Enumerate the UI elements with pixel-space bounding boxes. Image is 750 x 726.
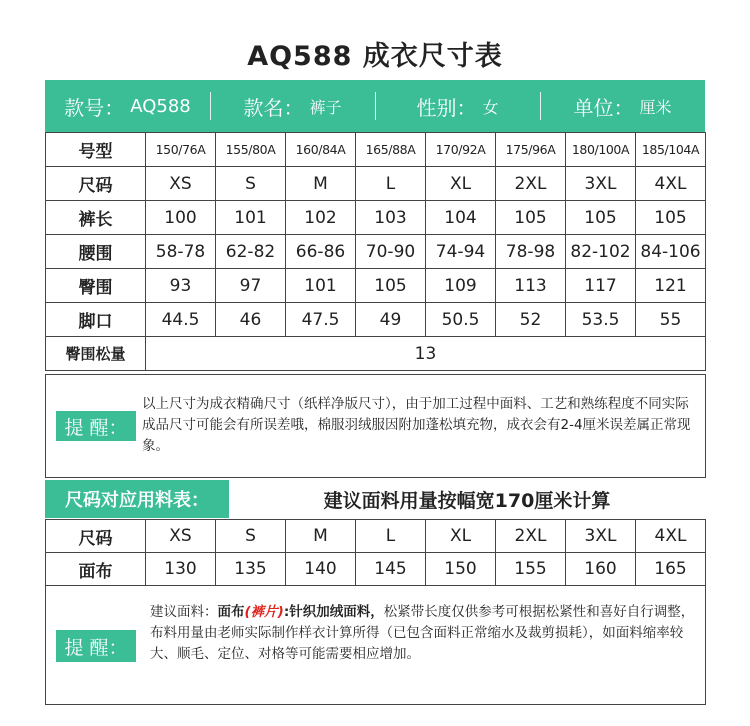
table-cell: 53.5: [566, 303, 636, 337]
table-cell: L: [356, 520, 426, 553]
fabric-reminder-text: [150, 602, 696, 665]
table-cell: 155: [496, 553, 566, 586]
fabric-section-bar: [45, 480, 705, 518]
table-row: [46, 133, 706, 167]
table-cell: 165/88A: [356, 133, 426, 167]
table-cell: 130: [146, 553, 216, 586]
table-cell: 66-86: [286, 235, 356, 269]
item-name-cell: [210, 80, 375, 132]
table-cell: 105: [636, 201, 706, 235]
row-header: 臀围: [46, 269, 146, 303]
unit-value: 厘米: [639, 97, 672, 117]
table-cell: 160: [566, 553, 636, 586]
table-row: [46, 520, 706, 553]
table-cell: S: [216, 167, 286, 201]
reminder-box: [45, 374, 706, 478]
table-cell: 155/80A: [216, 133, 286, 167]
reminder-text: 以上尺寸为成衣精确尺寸（纸样净版尺寸），由于加工过程中面料、工艺和熟练程度不同实际成品尺寸可能会有所误差哦，棉服羽绒服因附加蓬松填充物，成衣会有2-4厘米误差属正常现象。: [142, 396, 691, 454]
table-cell: 97: [216, 269, 286, 303]
item-name-label: 款名：: [243, 95, 304, 120]
gender-cell: [375, 80, 540, 132]
table-cell: 58-78: [146, 235, 216, 269]
table-cell: XL: [426, 520, 496, 553]
gender-label: 性别：: [416, 95, 477, 120]
table-cell: XS: [146, 520, 216, 553]
table-cell: 180/100A: [566, 133, 636, 167]
reminder-badge: 提 醒：: [56, 411, 136, 441]
table-cell: 104: [426, 201, 496, 235]
row-header: 尺码: [46, 520, 146, 553]
table-cell: 150: [426, 553, 496, 586]
table-cell: 74-94: [426, 235, 496, 269]
item-name-value: 裤子: [309, 97, 342, 117]
table-cell: 150/76A: [146, 133, 216, 167]
table-cell: 105: [356, 269, 426, 303]
page-title: AQ588 成衣尺寸表: [247, 41, 503, 72]
table-cell: M: [286, 520, 356, 553]
fabric-advice-body: 松紧带长度仅供参考可根据松紧性和喜好自行调整，布料用量由老师实际制作样衣计算所得（已包含面料正常缩水及裁剪损耗），如面料缩率较大、顺毛、定位、对格等可能需要相应增加。: [150, 604, 695, 662]
table-cell: 44.5: [146, 303, 216, 337]
table-cell: 170/92A: [426, 133, 496, 167]
allowance-row: [46, 337, 706, 371]
unit-label: 单位：: [573, 95, 634, 120]
table-cell: 175/96A: [496, 133, 566, 167]
table-cell: S: [216, 520, 286, 553]
size-table: [45, 132, 706, 371]
gender-value: 女: [482, 97, 499, 117]
row-header: 脚口: [46, 303, 146, 337]
table-cell: 46: [216, 303, 286, 337]
table-cell: 121: [636, 269, 706, 303]
fabric-table: [45, 519, 706, 586]
table-cell: 185/104A: [636, 133, 706, 167]
fabric-reminder-box: [45, 585, 706, 705]
table-cell: 2XL: [496, 520, 566, 553]
table-cell: 93: [146, 269, 216, 303]
table-row: [46, 201, 706, 235]
fabric-part-highlight: (裤片): [244, 604, 284, 620]
table-cell: 105: [566, 201, 636, 235]
table-cell: 84-106: [636, 235, 706, 269]
row-header: 面布: [46, 553, 146, 586]
table-cell: 113: [496, 269, 566, 303]
table-row: [46, 303, 706, 337]
table-cell: XL: [426, 167, 496, 201]
unit-cell: [540, 80, 705, 132]
fabric-main-name: 面布: [217, 604, 245, 620]
fabric-advice-prefix: 建议面料：: [150, 604, 218, 620]
table-cell: 50.5: [426, 303, 496, 337]
table-cell: 117: [566, 269, 636, 303]
table-cell: 47.5: [286, 303, 356, 337]
allowance-value: 13: [146, 337, 706, 371]
fabric-section-title: 尺码对应用料表：: [45, 480, 229, 518]
table-cell: 2XL: [496, 167, 566, 201]
table-cell: 55: [636, 303, 706, 337]
table-cell: 52: [496, 303, 566, 337]
table-cell: 103: [356, 201, 426, 235]
table-cell: 135: [216, 553, 286, 586]
row-header: 号型: [46, 133, 146, 167]
row-header: 裤长: [46, 201, 146, 235]
fabric-reminder-badge: 提 醒：: [56, 630, 136, 662]
product-info-bar: [45, 80, 705, 132]
allowance-label: 臀围松量: [46, 337, 146, 371]
table-row: [46, 553, 706, 586]
table-cell: 145: [356, 553, 426, 586]
table-cell: 102: [286, 201, 356, 235]
table-cell: 3XL: [566, 520, 636, 553]
table-cell: 4XL: [636, 167, 706, 201]
table-cell: 4XL: [636, 520, 706, 553]
table-cell: 78-98: [496, 235, 566, 269]
table-cell: 105: [496, 201, 566, 235]
table-cell: XS: [146, 167, 216, 201]
table-cell: 140: [286, 553, 356, 586]
table-cell: 82-102: [566, 235, 636, 269]
table-cell: 160/84A: [286, 133, 356, 167]
item-no-value: AQ588: [130, 95, 191, 117]
table-cell: 101: [286, 269, 356, 303]
row-header: 尺码: [46, 167, 146, 201]
table-cell: L: [356, 167, 426, 201]
fabric-section-subtitle: 建议面料用量按幅宽170厘米计算: [323, 489, 611, 512]
table-cell: M: [286, 167, 356, 201]
table-row: [46, 269, 706, 303]
table-cell: 165: [636, 553, 706, 586]
table-row: [46, 235, 706, 269]
item-no-cell: [45, 80, 210, 132]
table-cell: 3XL: [566, 167, 636, 201]
table-cell: 101: [216, 201, 286, 235]
table-cell: 109: [426, 269, 496, 303]
table-cell: 100: [146, 201, 216, 235]
fabric-type: :针织加绒面料，: [283, 604, 384, 620]
table-cell: 49: [356, 303, 426, 337]
table-cell: 62-82: [216, 235, 286, 269]
row-header: 腰围: [46, 235, 146, 269]
table-row: [46, 167, 706, 201]
item-no-label: 款号：: [64, 95, 125, 120]
table-cell: 70-90: [356, 235, 426, 269]
